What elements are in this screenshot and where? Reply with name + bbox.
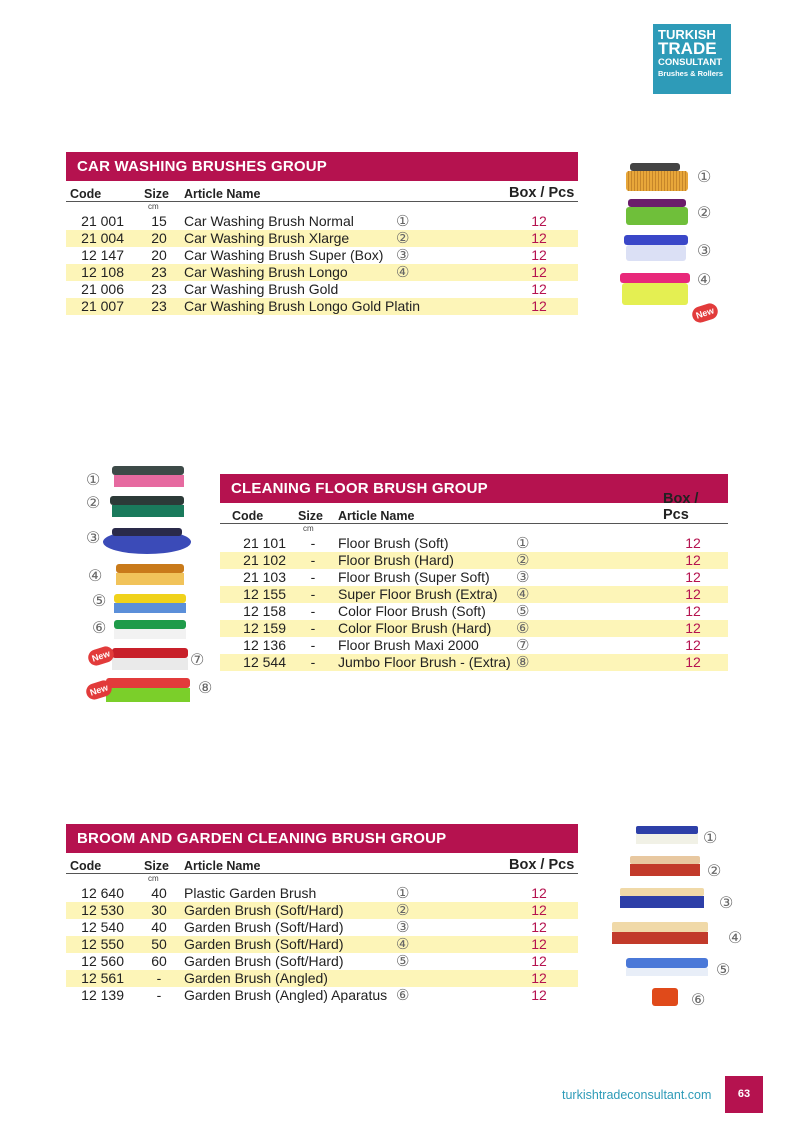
unit-label: cm	[303, 524, 314, 533]
box-quantity: 12	[531, 264, 547, 280]
product-number: ③	[396, 247, 410, 264]
box-quantity: 12	[531, 247, 547, 263]
page-number: 63	[725, 1076, 763, 1113]
box-quantity: 12	[531, 919, 547, 935]
garden-brush-3-image	[620, 888, 704, 908]
product-name: Floor Brush Maxi 2000	[338, 637, 479, 653]
code-header: Code	[70, 187, 102, 201]
product-size: 15	[151, 213, 167, 229]
product-number: ②	[516, 552, 530, 569]
product-size: -	[310, 620, 316, 636]
floor-brush-2-image	[110, 496, 184, 517]
product-code: 12 560	[81, 953, 124, 969]
table-row	[66, 936, 578, 953]
section-title: CLEANING FLOOR BRUSH GROUP	[220, 474, 728, 503]
box-quantity: 12	[685, 603, 701, 619]
box-quantity: 12	[531, 885, 547, 901]
size-header: Size	[144, 187, 170, 201]
product-code: 12 550	[81, 936, 124, 952]
table-row	[220, 654, 728, 671]
section-title: CAR WASHING BRUSHES GROUP	[66, 152, 578, 181]
table-row	[66, 298, 578, 315]
box-quantity: 12	[685, 620, 701, 636]
product-name: Jumbo Floor Brush - (Extra)	[338, 654, 511, 670]
table-body	[66, 213, 578, 315]
callout-3: ③	[86, 530, 101, 547]
product-size: -	[310, 586, 316, 602]
product-name: Floor Brush (Hard)	[338, 552, 454, 568]
product-size: 20	[151, 247, 167, 263]
product-code: 12 640	[81, 885, 124, 901]
product-size: 40	[151, 885, 167, 901]
product-code: 12 158	[243, 603, 286, 619]
product-size: 60	[151, 953, 167, 969]
product-code: 12 561	[81, 970, 124, 986]
new-badge: New	[690, 301, 720, 324]
product-name: Car Washing Brush Xlarge	[184, 230, 350, 246]
table-row	[220, 637, 728, 654]
box-quantity: 12	[685, 569, 701, 585]
table-row	[66, 987, 578, 1004]
table-row	[220, 535, 728, 552]
product-number: ④	[396, 936, 410, 953]
size-header: Size	[298, 509, 324, 523]
table-header	[220, 491, 728, 523]
box-quantity: 12	[531, 213, 547, 229]
logo-line-3: CONSULTANT	[658, 57, 723, 68]
table-body	[220, 535, 728, 671]
product-size: -	[310, 552, 316, 568]
callout-6: ⑥	[691, 992, 706, 1009]
product-size: -	[156, 970, 162, 986]
callout-8: ⑧	[198, 680, 213, 697]
logo-line-1: TURKISH	[658, 27, 716, 42]
product-number: ⑤	[396, 953, 410, 970]
floor-brush-3-image	[103, 528, 191, 554]
product-size: -	[156, 987, 162, 1003]
callout-3: ③	[697, 243, 712, 260]
product-code: 12 540	[81, 919, 124, 935]
callout-2: ②	[86, 495, 101, 512]
product-code: 21 001	[81, 213, 124, 229]
table-row	[66, 230, 578, 247]
unit-row	[220, 524, 728, 535]
floor-brush-section	[220, 474, 728, 671]
table-row	[220, 569, 728, 586]
product-number: ③	[516, 569, 530, 586]
callout-4: ④	[728, 930, 743, 947]
product-size: 23	[151, 281, 167, 297]
product-code: 12 544	[243, 654, 286, 670]
box-header: Box / Pcs	[509, 185, 575, 201]
box-quantity: 12	[685, 586, 701, 602]
product-name: Super Floor Brush (Extra)	[338, 586, 498, 602]
car-brush-3-image	[624, 235, 688, 261]
product-size: -	[310, 603, 316, 619]
callout-7: ⑦	[190, 652, 205, 669]
box-quantity: 12	[685, 637, 701, 653]
product-number: ①	[396, 213, 410, 230]
product-name: Garden Brush (Soft/Hard)	[184, 936, 344, 952]
logo-line-2: TRADE	[658, 39, 717, 58]
size-header: Size	[144, 859, 170, 873]
product-code: 12 159	[243, 620, 286, 636]
product-size: 20	[151, 230, 167, 246]
garden-brush-1-image	[636, 826, 698, 844]
table-row	[66, 902, 578, 919]
product-name: Car Washing Brush Normal	[184, 213, 354, 229]
article-header: Article Name	[338, 509, 415, 523]
product-code: 21 004	[81, 230, 124, 246]
product-name: Plastic Garden Brush	[184, 885, 317, 901]
car-brush-4-image	[620, 273, 690, 305]
footer-url[interactable]: turkishtradeconsultant.com	[562, 1088, 712, 1102]
box-quantity: 12	[531, 953, 547, 969]
product-number: ④	[516, 586, 530, 603]
box-quantity: 12	[685, 552, 701, 568]
callout-4: ④	[697, 272, 712, 289]
product-number: ④	[396, 264, 410, 281]
unit-row	[66, 874, 578, 885]
product-name: Color Floor Brush (Hard)	[338, 620, 492, 636]
product-name: Floor Brush (Soft)	[338, 535, 449, 551]
garden-brush-section	[66, 824, 578, 1004]
box-quantity: 12	[685, 535, 701, 551]
code-header: Code	[232, 509, 264, 523]
product-name: Garden Brush (Angled)	[184, 970, 328, 986]
product-size: 50	[151, 936, 167, 952]
product-number: ②	[396, 230, 410, 247]
product-name: Car Washing Brush Super (Box)	[184, 247, 384, 263]
box-quantity: 12	[531, 902, 547, 918]
product-size: -	[310, 569, 316, 585]
box-quantity: 12	[531, 987, 547, 1003]
callout-1: ①	[697, 169, 712, 186]
callout-5: ⑤	[92, 593, 107, 610]
product-code: 21 006	[81, 281, 124, 297]
table-row	[66, 247, 578, 264]
car-brush-1-image	[626, 163, 688, 191]
product-code: 12 530	[81, 902, 124, 918]
table-row	[66, 281, 578, 298]
table-row	[220, 603, 728, 620]
article-header: Article Name	[184, 859, 261, 873]
table-row	[66, 919, 578, 936]
product-number: ②	[396, 902, 410, 919]
table-row	[220, 586, 728, 603]
product-size: -	[310, 535, 316, 551]
table-body	[66, 885, 578, 1004]
callout-3: ③	[719, 895, 734, 912]
product-size: 40	[151, 919, 167, 935]
box-quantity: 12	[531, 936, 547, 952]
box-quantity: 12	[531, 970, 547, 986]
product-number: ⑥	[516, 620, 530, 637]
product-name: Car Washing Brush Longo Gold Platin	[184, 298, 421, 314]
product-code: 21 103	[243, 569, 286, 585]
car-brush-2-image	[626, 199, 688, 225]
table-row	[66, 885, 578, 902]
product-name: Garden Brush (Soft/Hard)	[184, 902, 344, 918]
product-number: ⑦	[516, 637, 530, 654]
box-quantity: 12	[531, 298, 547, 314]
callout-6: ⑥	[92, 620, 107, 637]
box-header: Box / Pcs	[663, 491, 699, 523]
product-code: 12 155	[243, 586, 286, 602]
product-code: 21 007	[81, 298, 124, 314]
product-code: 12 147	[81, 247, 124, 263]
car-washing-section	[66, 152, 578, 315]
callout-1: ①	[86, 472, 101, 489]
table-row	[66, 213, 578, 230]
unit-label: cm	[148, 202, 159, 211]
floor-brush-1-image	[112, 466, 184, 487]
product-code: 21 102	[243, 552, 286, 568]
box-quantity: 12	[531, 230, 547, 246]
product-number: ⑧	[516, 654, 530, 671]
floor-brush-5-image	[114, 594, 186, 613]
code-header: Code	[70, 859, 102, 873]
product-number: ①	[396, 885, 410, 902]
callout-2: ②	[707, 863, 722, 880]
callout-5: ⑤	[716, 962, 731, 979]
car-washing-brushes-photo	[616, 155, 696, 325]
table-header	[66, 853, 578, 873]
garden-brush-5-image	[626, 958, 708, 976]
product-code: 21 101	[243, 535, 286, 551]
product-number: ⑤	[516, 603, 530, 620]
product-size: -	[310, 637, 316, 653]
company-logo	[653, 24, 731, 94]
table-row	[220, 552, 728, 569]
table-row	[66, 970, 578, 987]
product-size: 23	[151, 298, 167, 314]
floor-brush-4-image	[116, 564, 184, 585]
garden-brush-2-image	[630, 856, 700, 876]
logo-line-4: Brushes & Rollers	[658, 69, 724, 78]
box-quantity: 12	[531, 281, 547, 297]
product-name: Floor Brush (Super Soft)	[338, 569, 490, 585]
product-name: Car Washing Brush Longo	[184, 264, 348, 280]
product-size: 23	[151, 264, 167, 280]
table-row	[220, 620, 728, 637]
floor-brushes-photo	[92, 460, 205, 710]
floor-brush-6-image	[114, 620, 186, 639]
product-name: Car Washing Brush Gold	[184, 281, 339, 297]
section-title: BROOM AND GARDEN CLEANING BRUSH GROUP	[66, 824, 578, 853]
product-number: ⑥	[396, 987, 410, 1004]
table-row	[66, 953, 578, 970]
garden-brush-6-image	[652, 988, 678, 1006]
product-code: 12 139	[81, 987, 124, 1003]
product-name: Garden Brush (Angled) Aparatus	[184, 987, 388, 1003]
table-row	[66, 264, 578, 281]
product-name: Garden Brush (Soft/Hard)	[184, 919, 344, 935]
product-code: 12 136	[243, 637, 286, 653]
unit-row	[66, 202, 578, 213]
callout-2: ②	[697, 205, 712, 222]
new-badge: New	[84, 678, 114, 701]
product-number: ①	[516, 535, 530, 552]
product-name: Garden Brush (Soft/Hard)	[184, 953, 344, 969]
product-code: 12 108	[81, 264, 124, 280]
product-number: ③	[396, 919, 410, 936]
product-size: -	[310, 654, 316, 670]
callout-4: ④	[88, 568, 103, 585]
new-badge: New	[86, 644, 116, 667]
article-header: Article Name	[184, 187, 261, 201]
product-size: 30	[151, 902, 167, 918]
garden-brush-4-image	[612, 922, 708, 944]
callout-1: ①	[703, 830, 718, 847]
floor-brush-8-image	[106, 678, 190, 702]
product-name: Color Floor Brush (Soft)	[338, 603, 486, 619]
table-header	[66, 181, 578, 201]
garden-brushes-photo	[606, 818, 716, 1018]
floor-brush-7-image	[112, 648, 188, 670]
box-quantity: 12	[685, 654, 701, 670]
unit-label: cm	[148, 874, 159, 883]
box-header: Box / Pcs	[509, 857, 575, 873]
